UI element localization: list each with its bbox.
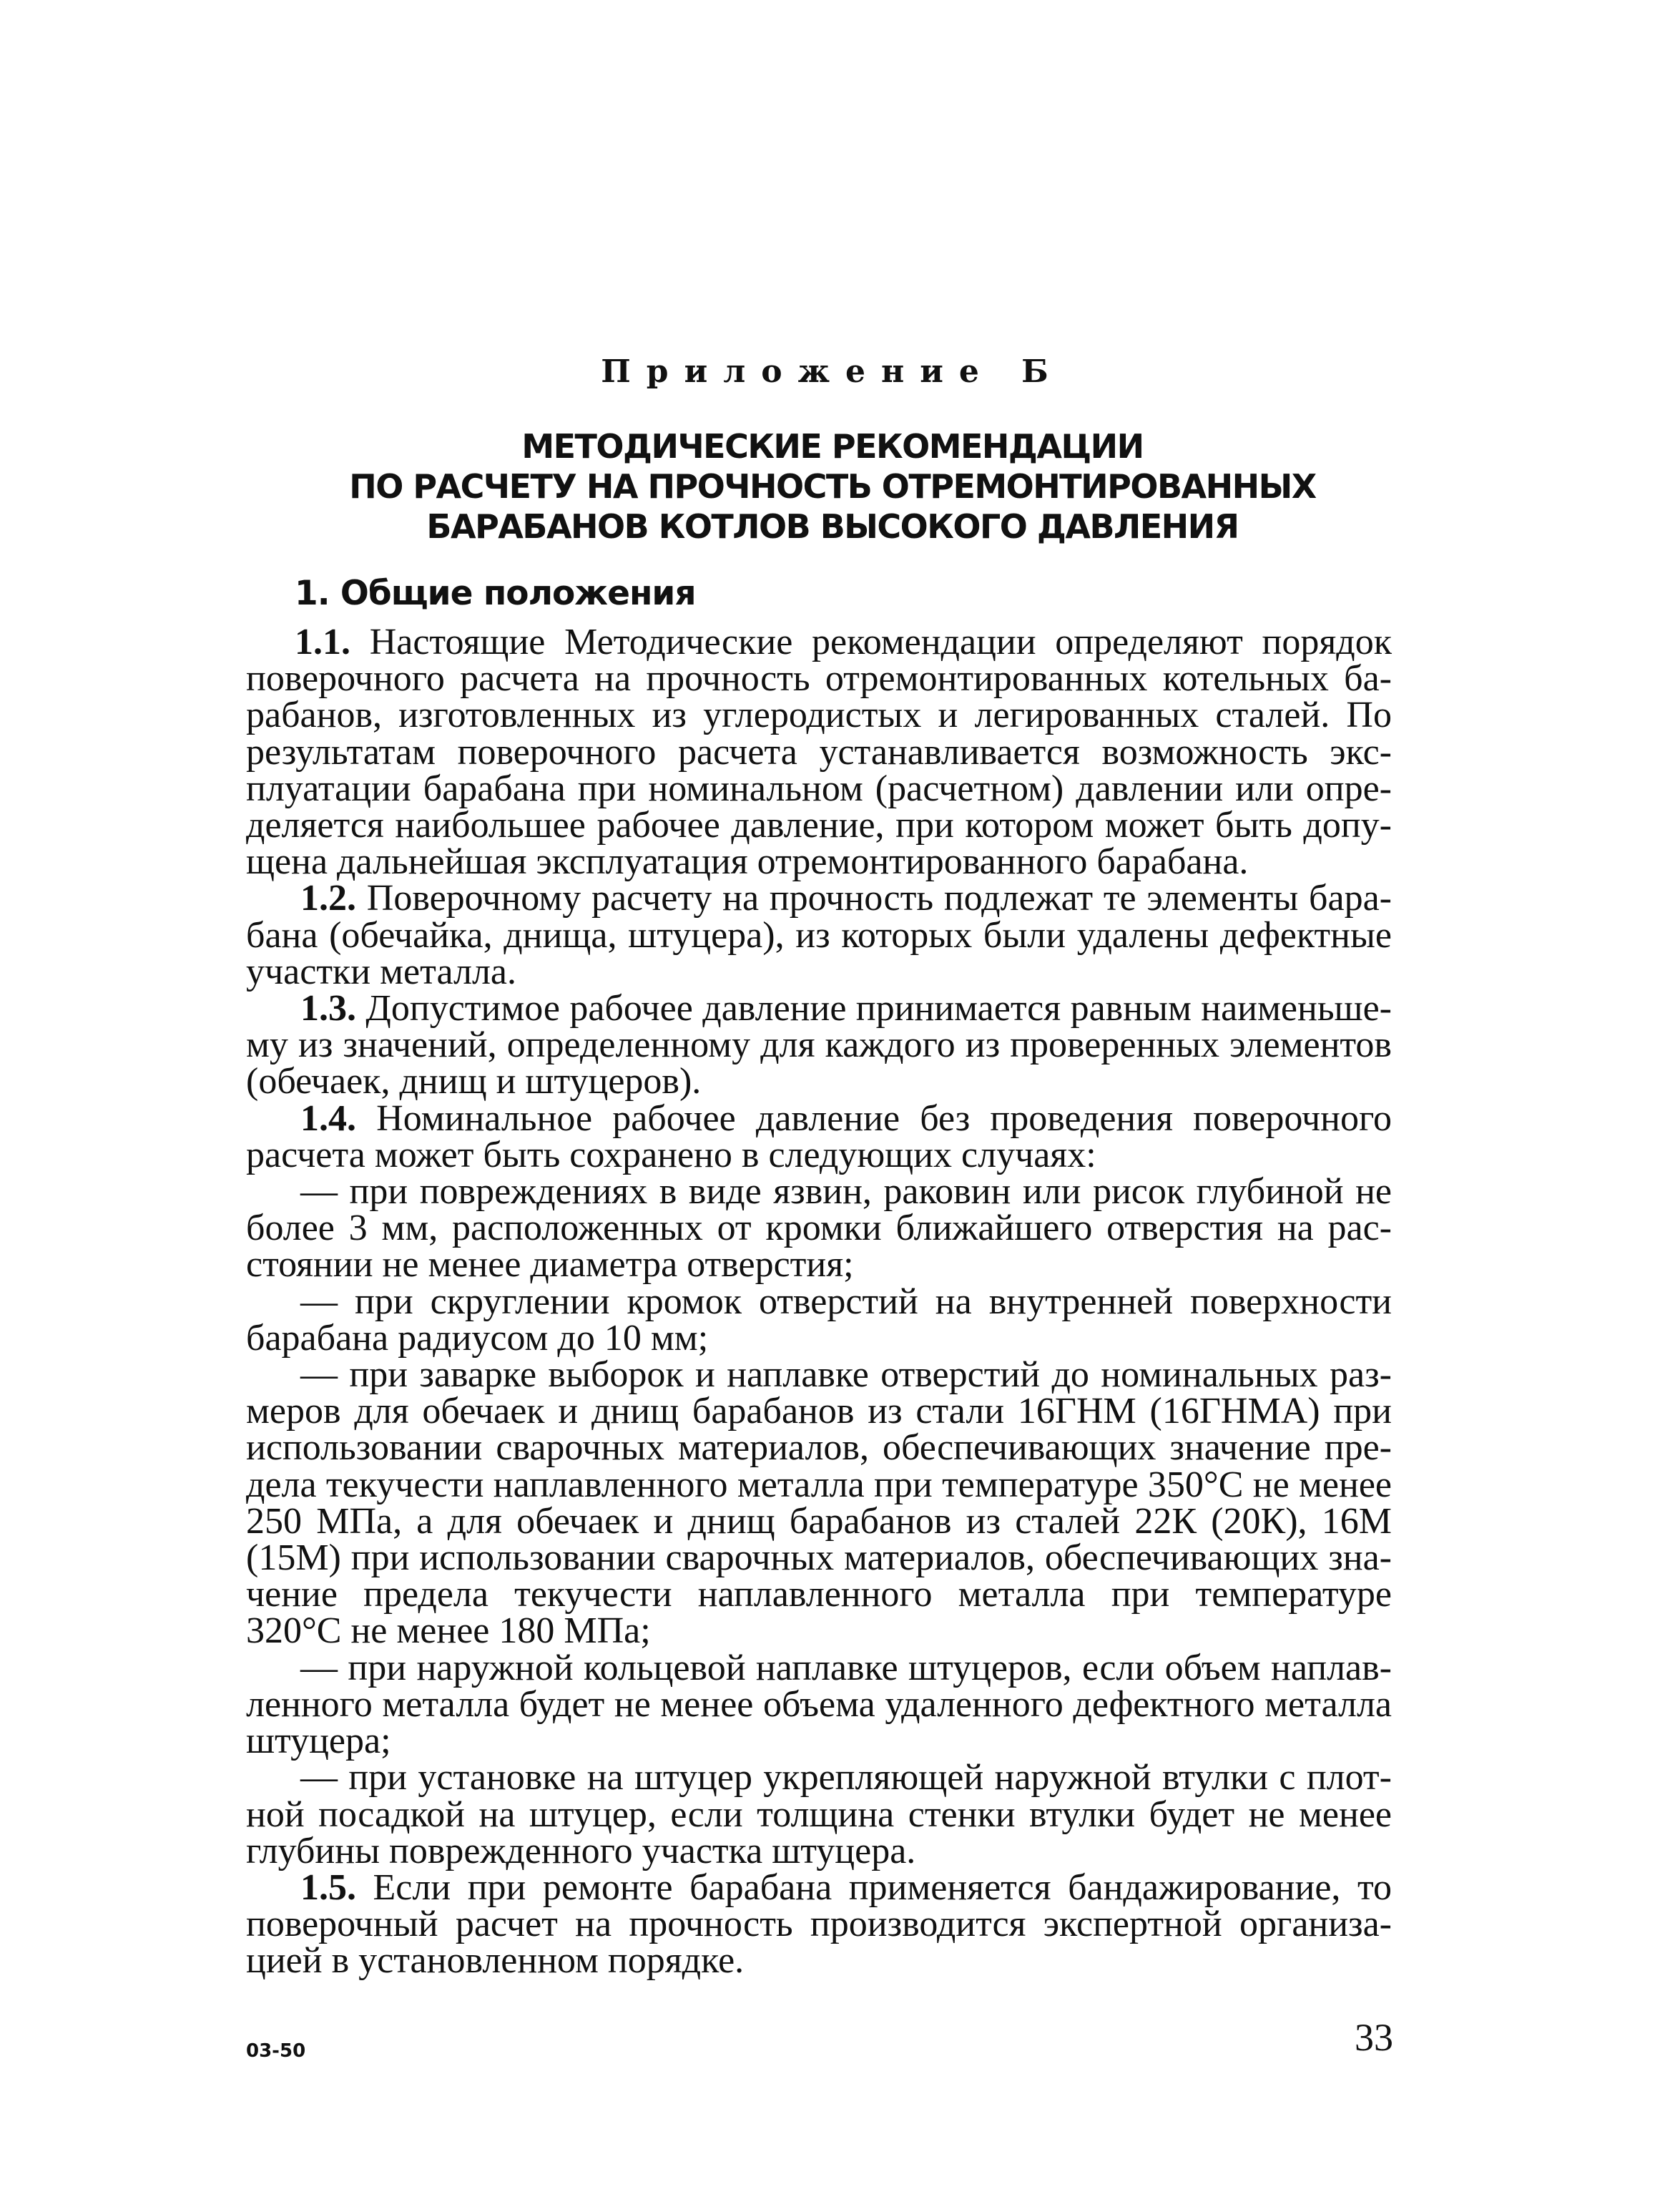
list-item xyxy=(246,1647,1392,1762)
document-title xyxy=(0,426,1665,547)
paragraph-number: 1.2. xyxy=(300,878,356,919)
paragraph-number: 1.5. xyxy=(300,1866,356,1908)
paragraph-1-1 xyxy=(246,622,1392,883)
paragraph-text: Поверочному расчету на прочность подлежат те элементы барабана (обечайка, днища, штуцера), из которых были удалены дефектные участки металла. xyxy=(246,878,1392,992)
list-item-text: — при заварке выборок и наплавке отверстий до номинальных размеров для обечаек и днищ барабанов из стали 16ГНМ (16ГНМА) при использовании сварочных материалов, обеспечивающих значение предела текучести наплавленного металла при температуре 350°С не менее 250 МПа, а для обечаек и днищ барабанов из сталей 22К (20К), 16М (15М) при использовании сварочных материалов, обеспечивающих значение предела текучести наплавленного металла при температуре 320°С не менее 180 МПа; xyxy=(246,1354,1392,1652)
section-body xyxy=(246,622,1392,1982)
footer-code: 03-50 xyxy=(246,2040,306,2062)
page-number: 33 xyxy=(1355,2016,1393,2059)
list-item xyxy=(246,1759,1392,1869)
title-line: БАРАБАНОВ КОТЛОВ ВЫСОКОГО ДАВЛЕНИЯ xyxy=(426,507,1239,546)
paragraph-1-2 xyxy=(246,880,1392,990)
paragraph-number: 1.1. xyxy=(295,622,350,662)
paragraph-text: Допустимое рабочее давление принимается равным наименьшему из значений, определенному для каждого из проверенных элементов (обечаек, днищ и штуцеров). xyxy=(246,988,1392,1102)
list-item-text: — при установке на штуцер укрепляющей наружной втулки с плотной посадкой на штуцер, если толщина стенки втулки будет не менее глубины поврежденного участка штуцера. xyxy=(246,1757,1392,1871)
title-line: ПО РАСЧЕТУ НА ПРОЧНОСТЬ ОТРЕМОНТИРОВАННЫХ xyxy=(349,467,1316,506)
paragraph-1-5 xyxy=(246,1866,1392,1982)
paragraph-text: Если при ремонте барабана применяется бандажирование, то поверочный расчет на прочность производится экспертной организацией в установленном порядке. xyxy=(246,1866,1392,1982)
paragraph-text: Номинальное рабочее давление без проведения поверочного расчета может быть сохранено в следующих случаях: xyxy=(246,1097,1392,1175)
list-item-text: — при скруглении кромок отверстий на внутренней поверхности барабана радиусом до 10 мм; xyxy=(246,1281,1392,1359)
section-heading: 1. Общие положения xyxy=(295,574,696,613)
list-item xyxy=(246,1356,1392,1650)
paragraph-number: 1.3. xyxy=(300,988,356,1029)
list-item xyxy=(246,1171,1392,1286)
title-line: МЕТОДИЧЕСКИЕ РЕКОМЕНДАЦИИ xyxy=(521,427,1144,466)
paragraph-1-4 xyxy=(246,1097,1392,1175)
list-item-text: — при повреждениях в виде язвин, раковин или рисок глубиной не более 3 мм, расположенных от кромки ближайшего отверстия на расстоянии не менее диаметра отверстия; xyxy=(246,1171,1392,1286)
paragraph-1-3 xyxy=(246,990,1392,1100)
list-item xyxy=(246,1281,1392,1359)
paragraph-number: 1.4. xyxy=(300,1097,356,1139)
list-item-text: — при наружной кольцевой наплавке штуцеров, если объем наплавленного металла будет не менее объема удаленного дефектного металла штуцера; xyxy=(246,1647,1392,1762)
paragraph-text: Настоящие Методические рекомендации определяют порядок поверочного расчета на прочность отремонтированных котельных барабанов, изготовленных из углеродистых и легированных сталей. По результатам поверочного расчета устанавливается возможность эксплуатации барабана при номинальном (расчетном) давлении или определяется наибольшее рабочее давление, при котором может быть допущена дальнейшая эксплуатация отремонтированного барабана. xyxy=(246,622,1392,883)
appendix-label: Приложение Б xyxy=(601,353,1064,390)
